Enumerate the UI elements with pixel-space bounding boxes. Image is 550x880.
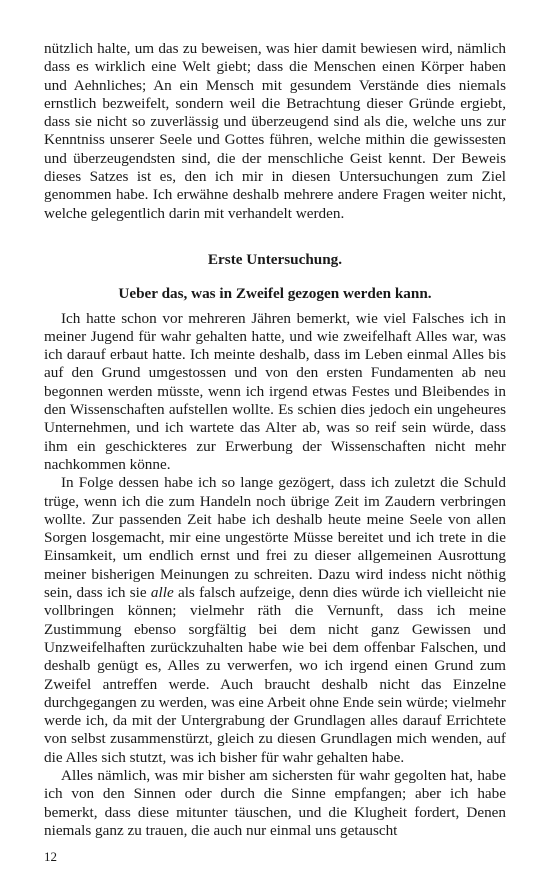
intro-paragraph: nützlich halte, um das zu beweisen, was hier damit bewiesen wird, nämlich dass es wirklich eine Welt giebt; dass die Menschen einen Körper haben und Aehnliches; An ein Mensch mit gesundem Verstände dies niemals ernstlich bezweifelt, sondern weil die Betrachtung dieser Gründe ergiebt, dass sie nicht so zuverlässig und überzeugend sind als die, welche uns zur Kenntniss unserer Seele und Gottes führen, welche mithin die gewissesten und überzeugendsten sind, die der menschliche Geist kennt. Der Beweis dieses Satzes ist es, den ich mir in diesen Untersuchungen zum Ziel genommen habe. Ich erwähne deshalb mehrere andere Fragen weiter nicht, welche gelegentlich darin mit verhandelt werden.	[44, 40, 506, 222]
paragraph-2-start: In Folge dessen habe ich so lange gezögert, dass ich zuletzt die Schuld trüge, wenn ich die zum Handeln noch übrige Zeit im Zaudern verbringen wollte. Zur passenden Zeit habe ich deshalb heute meine Seele von allen Sorgen losgemacht, mir eine ungestörte Müsse bereitet und ich trete in die Einsamkeit, um endlich ernst und frei zu dieser allgemeinen Ausrottung meiner bisherigen Meinungen zu schreiten. Dazu wird indess nicht nöthig sein, dass ich sie	[44, 474, 506, 602]
body-paragraph-1: Ich hatte schon vor mehreren Jähren bemerkt, wie viel Falsches ich in meiner Jugend für wahr gehalten hatte, und wie zweifelhaft Alles war, was ich darauf erbaut hatte. Ich meinte deshalb, dass im Leben einmal Alles bis auf den Grund umgestossen und von den ersten Fundamenten ab neu begonnen werden müsste, wenn ich irgend etwas Festes und Bleibendes in den Wissenschaften aufstellen wollte. Es schien dies jedoch ein ungeheures Unternehmen, und ich wartete das Alter ab, was so reif sein würde, dass ihm ein geschickteres zur Erwerbung der Wissenschaften nicht mehr nachkommen könne.	[44, 309, 506, 473]
body-paragraph-2	[44, 474, 506, 767]
page-number: 12	[44, 849, 57, 864]
body-paragraph-3: Alles nämlich, was mir bisher am sichersten für wahr gegolten hat, habe ich von den Sinnen oder durch die Sinne empfangen; aber ich habe bemerkt, dass diese mitunter täuschen, und die Klugheit fordert, Denen niemals ganz zu trauen, die auch nur einmal uns getauscht	[44, 766, 506, 839]
emphasized-word: alle	[150, 584, 174, 602]
chapter-title: Erste Untersuchung.	[207, 250, 343, 268]
section-title: Ueber das, was in Zweifel gezogen werden kann.	[118, 285, 432, 303]
paragraph-2-end: als falsch aufzeige, denn dies würde ich vielleicht nie vollbringen können; vielmehr räth die Vernunft, dass ich meine Zustimmung ebenso sorgfältig bei dem nicht ganz Gewissen und Unzweifelhaften zurückzuhalten habe wie bei dem offenbar Falschen, und deshalb genügt es, Alles zu verwerfen, wo ich irgend einen Grund zum Zweifel antreffen werde. Auch braucht deshalb nicht das Einzelne durchgegangen zu werden, was eine Arbeit ohne Ende sein würde; vielmehr werde ich, da mit der Untergrabung der Grundlagen alles darauf Errichtete von selbst zusammenstürzt, gleich zu diesen Grundlagen mich wenden, auf die Alles sich stutzt, was ich bisher für wahr gehalten habe.	[44, 584, 506, 766]
